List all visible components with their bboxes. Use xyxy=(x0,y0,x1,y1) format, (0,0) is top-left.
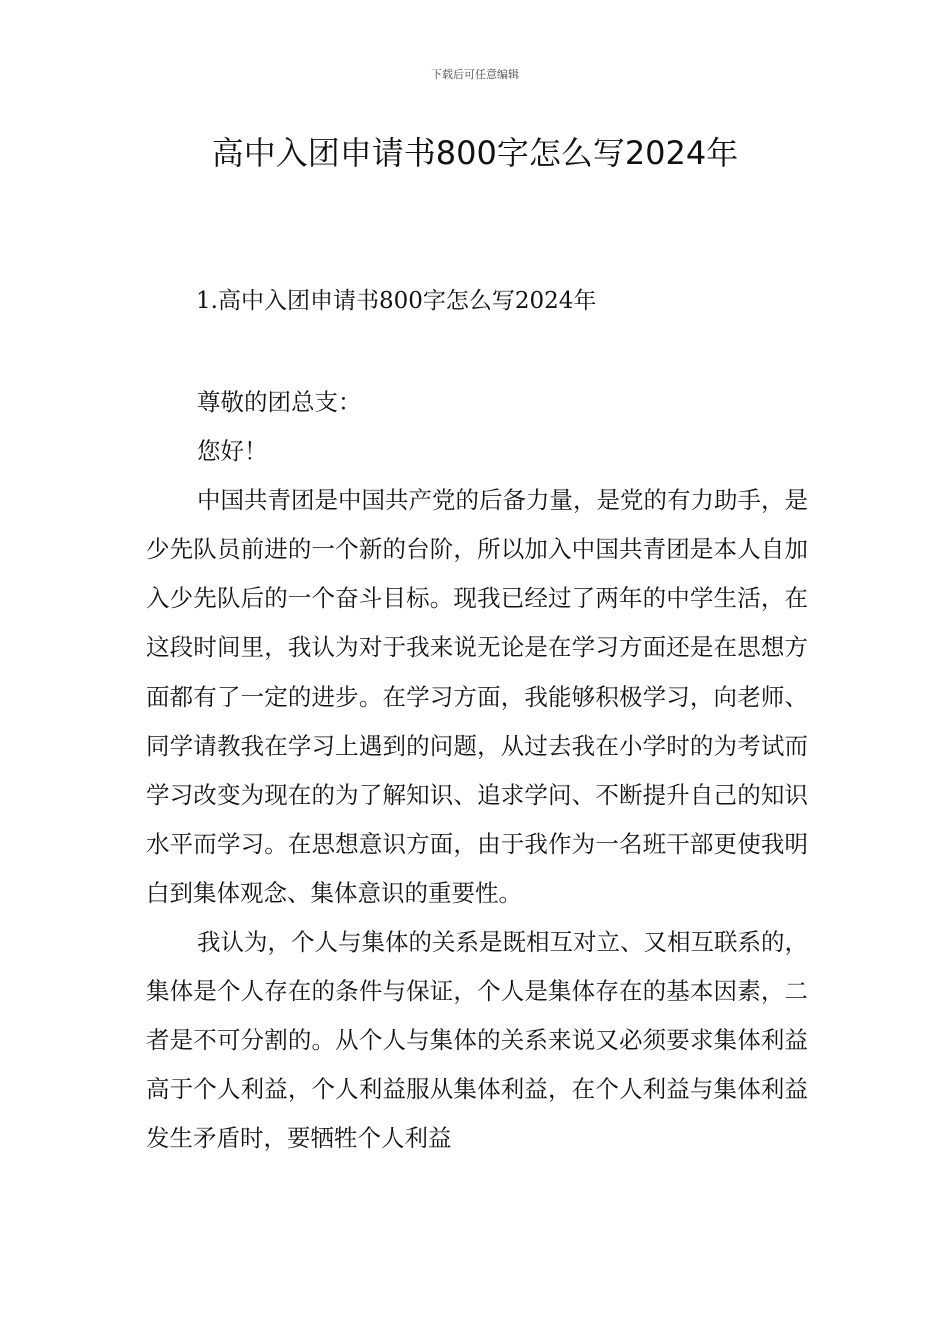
document-title: 高中入团申请书800字怎么写2024年 xyxy=(211,134,739,172)
body-paragraph-1: 中国共青团是中国共产党的后备力量，是党的有力助手，是少先队员前进的一个新的台阶，所以加入中国共青团是本人自加入少先队后的一个奋斗目标。现我已经过了两年的中学生活，在这段时间里，我认为对于我来说无论是在学习方面还是在思想方面都有了一定的进步。在学习方面，我能够积极学习，向老师、同学请教我在学习上遇到的问题，从过去我在小学时的为考试而学习改变为现在的为了解知识、追求学问、不断提升自己的知识水平而学习。在思想意识方面，由于我作为一名班干部更使我明白到集体观念、集体意识的重要性。 xyxy=(146,486,808,907)
document-body xyxy=(146,378,808,1164)
section-heading: 1.高中入团申请书800字怎么写2024年 xyxy=(196,288,597,314)
header-note: 下载后可任意编辑 xyxy=(431,68,519,81)
salutation: 尊敬的团总支： xyxy=(197,388,362,416)
body-paragraph-2: 我认为，个人与集体的关系是既相互对立、又相互联系的，集体是个人存在的条件与保证，个人是集体存在的基本因素，二者是不可分割的。从个人与集体的关系来说又必须要求集体利益高于个人利益，个人利益服从集体利益，在个人利益与集体利益发生矛盾时，要牺牲个人利益 xyxy=(146,928,808,1153)
greeting: 您好！ xyxy=(197,437,268,466)
